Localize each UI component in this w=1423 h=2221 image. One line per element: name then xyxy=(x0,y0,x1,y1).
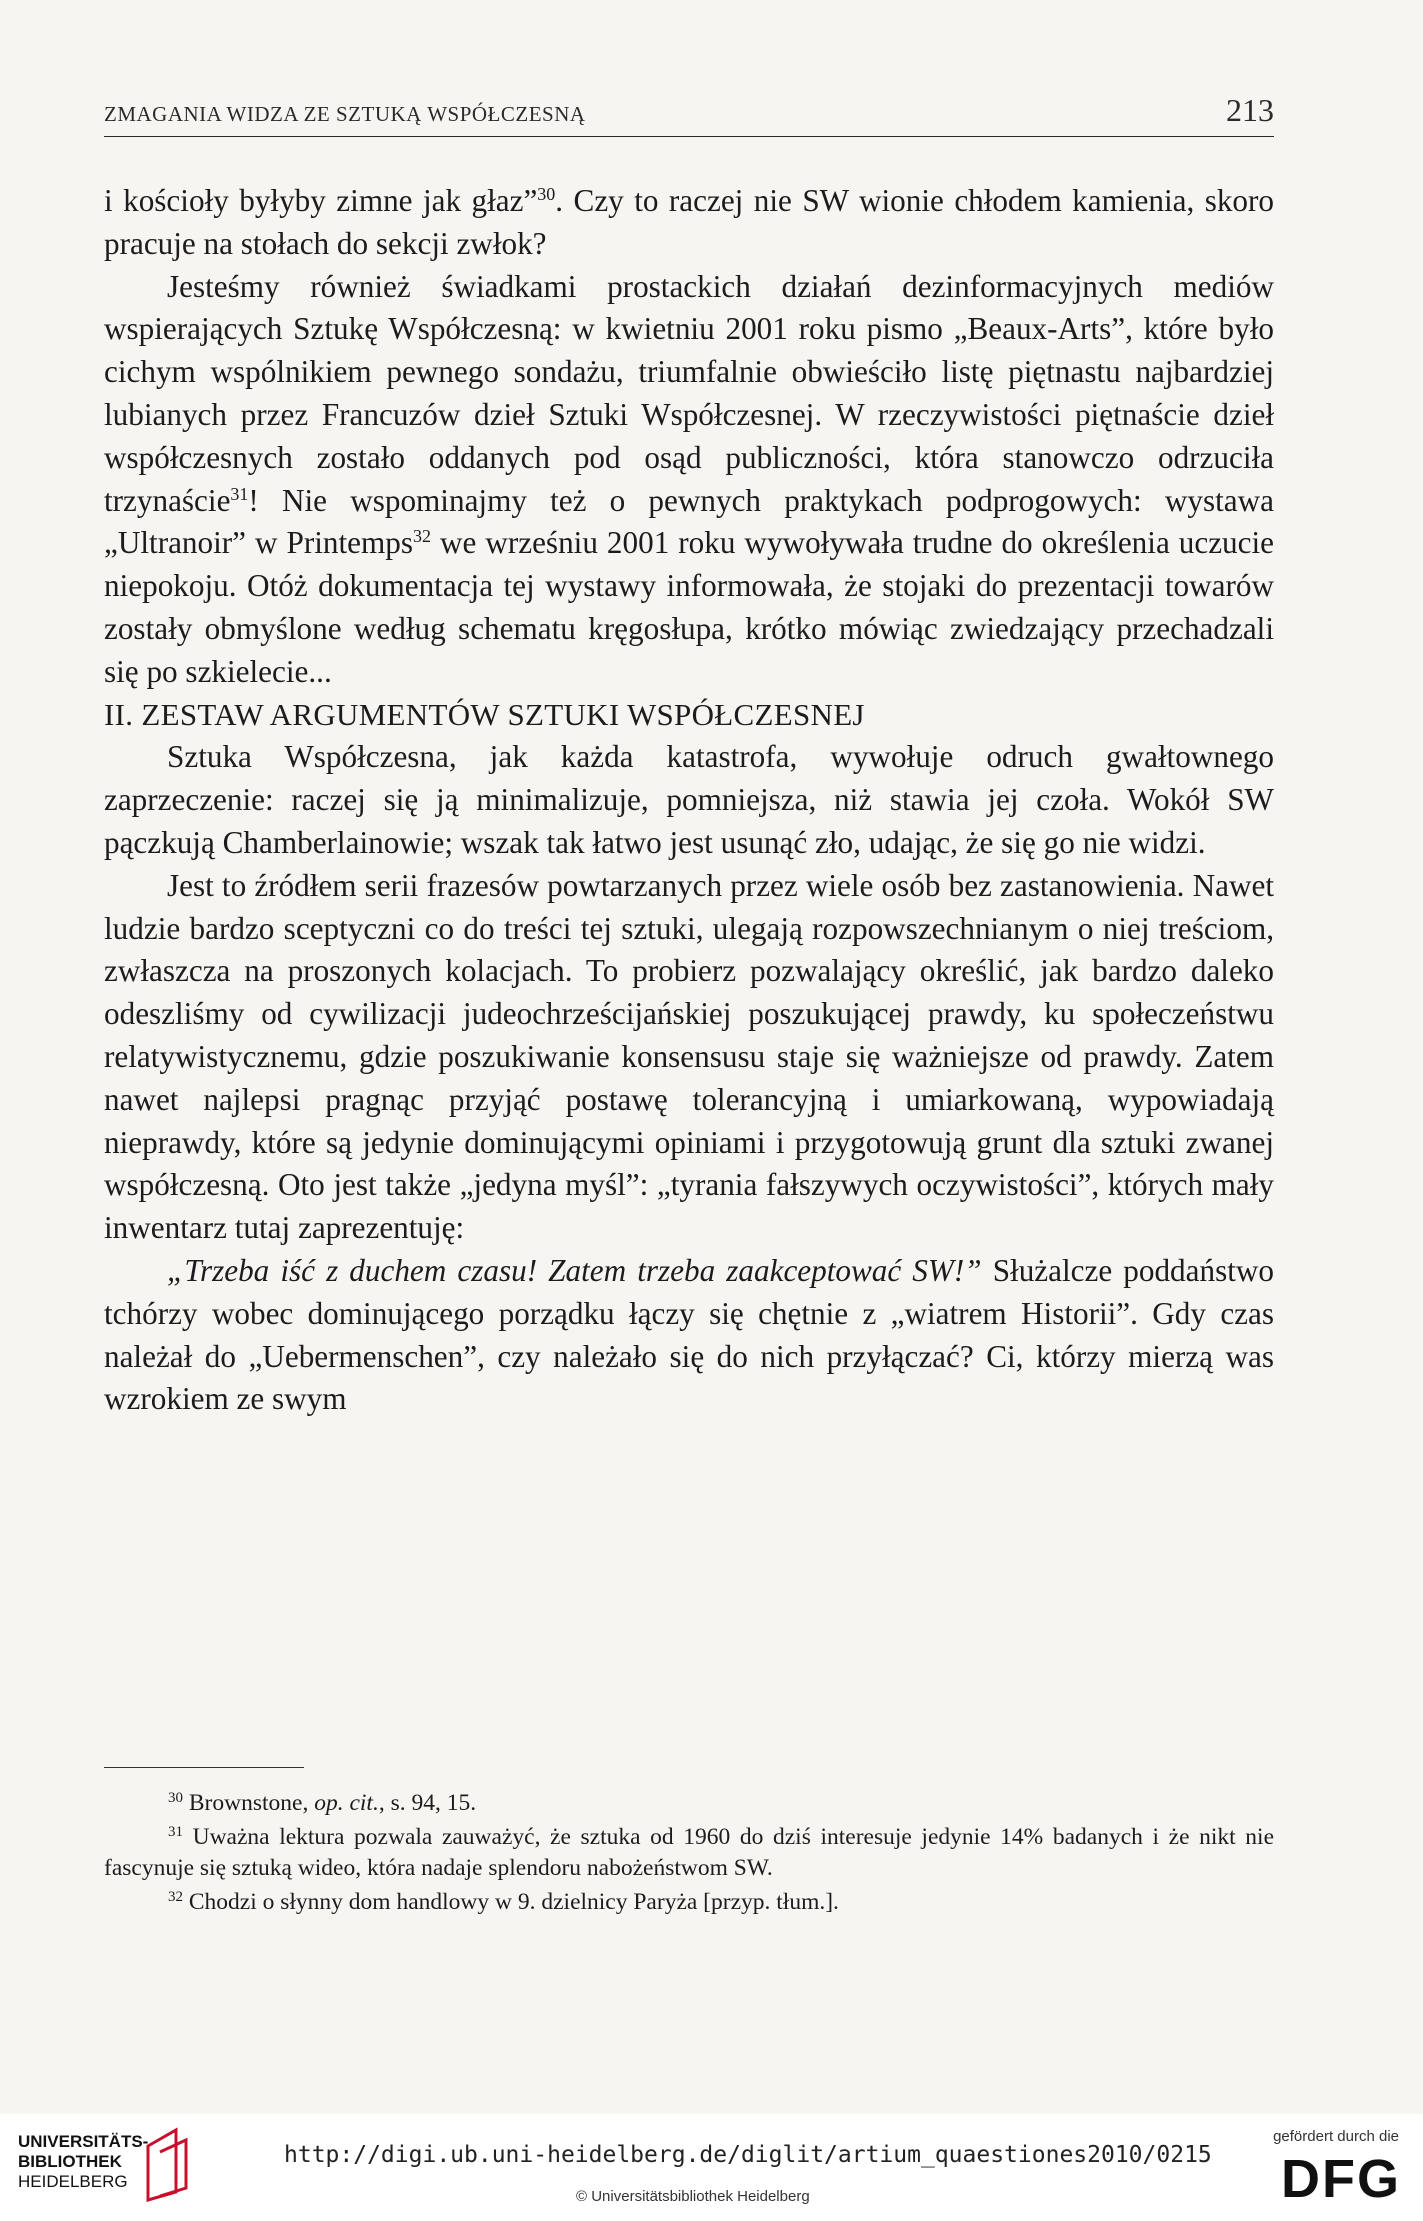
footnote-ref-31: 31 xyxy=(230,483,249,504)
paragraph-5: „Trzeba iść z duchem czasu! Zatem trzeba zaakceptować SW!” Służalcze poddaństwo tchórzy wobec dominującego porządku łączy się chętnie z „wiatrem Historii”. Gdy czas należał do „Uebermenschen”, czy należało się do nich przyłączać? Ci, którzy mierzą was wzrokiem ze swym xyxy=(104,1252,1274,1417)
paragraph-2: Jesteśmy również świadkami prostackich działań dezinformacyjnych mediów wspierających Sztukę Współczesną: w kwietniu 2001 roku pismo „Beaux-Arts”, które było cichym wspólnikiem pewnego sondażu, triumfalnie obwieściło listę piętnastu najbardziej lubianych przez Francuzów dzieł Sztuki Współczesnej. W rzeczywistości piętnaście dzieł współczesnych zostało oddanych pod osąd publiczności, która stanowczo odrzuciła trzynaście$^{31}$! Nie wspominajmy też o pewnych praktykach podprogowych: wystawa „Ultranoir” w Printemps$^{32}$ we wrześniu 2001 roku wywoływała trudne do określenia uczucie niepokoju. Otóż dokumentacja tej wystawy informowała, że stojaki do prezentacji towarów zostały obmyślone według schematu kręgosłupa, krótko mówiąc zwiedzający przechadzali się po szkielecie... xyxy=(104,268,1274,689)
footnote-31: $^{31}$ Uważna lektura pozwala zauważyć, że sztuka od 1960 do dziś interesuje jedynie 14% badanych i że nikt nie fascynuje się sztuką wideo, która nadaje splendoru nabożeństwom SW. xyxy=(104,1824,1274,1881)
footnote-divider xyxy=(104,1767,304,1768)
paragraph-4: Jest to źródłem serii frazesów powtarzanych przez wiele osób bez zastanowienia. Nawet ludzie bardzo sceptyczni co do treści tej sztuki, ulegają rozpowszechnianym o niej treściom, zwłaszcza na proszonych kolacjach. To probierz pozwalający określić, jak bardzo daleko odeszliśmy od cywilizacji judeochrześcijańskiej poszukującej prawdy, ku społeczeństwu relatywistycznemu, gdzie poszukiwanie konsensusu staje się ważniejsze od prawdy. Zatem nawet najlepsi pragnąc przyjąć postawę tolerancyjną i umiarkowaną, wypowiadają nieprawdy, które są jedynie dominującymi opiniami i przygotowują grunt dla sztuki zwanej współczesną. Oto jest także „jedyna myśl”: „tyrania fałszywych oczywistości”, których mały inwentarz tutaj zaprezentuję: xyxy=(104,867,1274,1246)
digitization-footer xyxy=(0,2114,1423,2221)
copyright-notice: © Universitätsbibliothek Heidelberg xyxy=(576,2188,810,2205)
footnote-ref-30: 30 xyxy=(537,184,556,204)
quoted-slogan: „Trzeba iść z duchem czasu! Zatem trzeba zaakceptować SW!” xyxy=(167,1252,982,1288)
main-text xyxy=(104,180,1274,1421)
library-logo: UNIVERSITÄTS- BIBLIOTHEK HEIDELBERG xyxy=(18,2132,149,2191)
source-url-link[interactable]: http://digi.ub.uni-heidelberg.de/diglit/artium_quaestiones2010/0215 xyxy=(284,2142,1212,2168)
footnotes xyxy=(104,1788,1274,1921)
library-mark-icon xyxy=(142,2126,194,2204)
dfg-logo: DFG xyxy=(1281,2149,1401,2209)
footnote-30: $^{30}$ Brownstone, op. cit., s. 94, 15. xyxy=(168,1790,477,1816)
section-heading: II. ZESTAW ARGUMENTÓW SZTUKI WSPÓŁCZESNEJ xyxy=(104,696,865,732)
running-title: ZMAGANIA WIDZA ZE SZTUKĄ WSPÓŁCZESNĄ xyxy=(104,102,586,126)
funding-note: gefördert durch die xyxy=(1273,2128,1399,2145)
paragraph-3: Sztuka Współczesna, jak każda katastrofa, wywołuje odruch gwałtownego zaprzeczenie: raczej się ją minimalizuje, pomniejsza, niż stawia jej czoła. Wokół SW pączkują Chamberlainowie; wszak tak łatwo jest usunąć zło, udając, że się go nie widzi. xyxy=(104,739,1274,860)
running-header xyxy=(104,92,1274,137)
paragraph-1: i kościoły byłyby zimne jak głaz”$^{30}$. Czy to raczej nie SW wionie chłodem kamienia, skoro pracuje na stołach do sekcji zwłok? xyxy=(104,183,1274,261)
footnote-32: $^{32}$ Chodzi o słynny dom handlowy w 9. dzielnicy Paryża [przyp. tłum.]. xyxy=(168,1889,839,1915)
footnote-ref-32: 32 xyxy=(413,526,431,547)
page-number: 213 xyxy=(1226,92,1274,128)
